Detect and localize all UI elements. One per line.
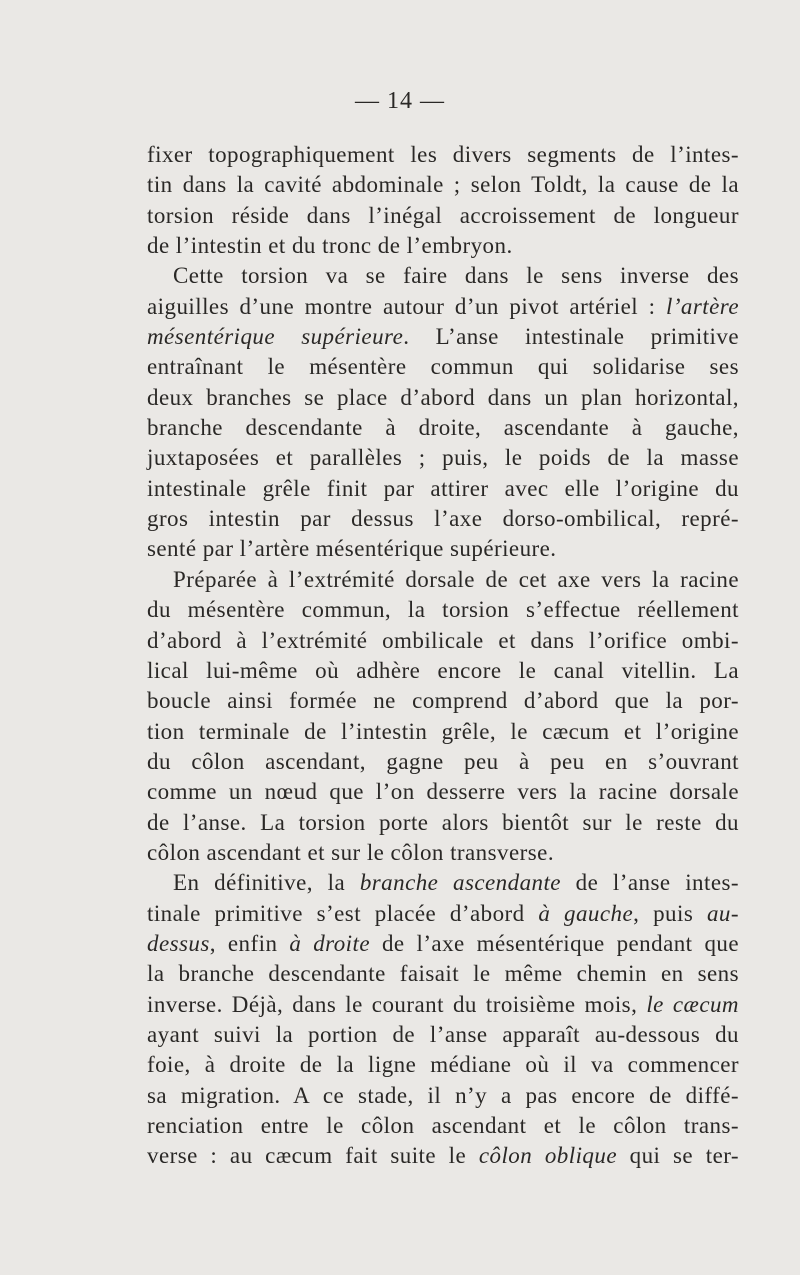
- text-line: [147, 868, 739, 898]
- text-run: du côlon ascendant, gagne peu à peu en s’ouvrant: [147, 748, 739, 774]
- text-run: En définitive, la: [173, 870, 360, 896]
- text-run: . L’anse intestinale primitive: [403, 324, 739, 350]
- text-line: [147, 656, 739, 686]
- text-run: qui se ter-: [616, 1143, 739, 1169]
- text-line: [147, 261, 739, 291]
- text-run: verse : au cæcum fait suite le: [147, 1143, 479, 1169]
- text-line: [147, 383, 739, 413]
- body-text: [147, 140, 739, 1172]
- text-line: [147, 170, 739, 200]
- text-run: fixer topographiquement les divers segments de l’intes-: [147, 142, 739, 167]
- text-run: de l’intestin et du tronc de l’embryon.: [147, 233, 513, 259]
- text-line: [147, 686, 739, 716]
- text-run: inverse. Déjà, dans le courant du troisième mois,: [147, 991, 647, 1017]
- text-line: [147, 140, 739, 170]
- text-line: [147, 1081, 739, 1111]
- text-run: comme un nœud que l’on desserre vers la racine dorsale: [147, 779, 739, 805]
- text-run: tinale primitive s’est placée d’abord: [147, 900, 539, 926]
- text-run: sa migration. A ce stade, il n’y a pas encore de diffé-: [147, 1082, 739, 1108]
- text-run: lical lui-même où adhère encore le canal vitellin. La: [147, 657, 739, 683]
- text-run: aiguilles d’une montre autour d’un pivot artériel :: [147, 293, 666, 319]
- text-run: de l’axe mésentérique pendant que: [370, 930, 740, 956]
- text-line: [147, 534, 739, 564]
- text-line: [147, 474, 739, 504]
- text-line: [147, 322, 739, 352]
- italic-phrase: branche ascendante: [359, 870, 561, 896]
- text-run: d’abord à l’extrémité ombilicale et dans l’orifice ombi-: [147, 627, 739, 653]
- text-run: entraînant le mésentère commun qui solidarise ses: [147, 354, 739, 380]
- text-run: de l’anse intes-: [560, 870, 740, 896]
- text-line: [147, 413, 739, 443]
- text-run: intestinale grêle finit par attirer avec elle l’origine du: [147, 475, 739, 501]
- text-run: la branche descendante faisait le même chemin en sens: [147, 961, 739, 987]
- text-run: torsion réside dans l’inégal accroissement de longueur: [147, 202, 739, 228]
- text-run: ayant suivi la portion de l’anse apparaît au-dessous du: [147, 1021, 739, 1047]
- italic-phrase: l’artère: [665, 293, 739, 319]
- text-line: [147, 1050, 739, 1080]
- italic-phrase: côlon oblique: [478, 1143, 617, 1169]
- text-line: [147, 231, 739, 261]
- text-line: [147, 1020, 739, 1050]
- text-run: gros intestin par dessus l’axe dorso-ombilical, repré-: [147, 506, 739, 532]
- italic-phrase: à droite: [289, 930, 371, 956]
- text-line: [147, 747, 739, 777]
- text-run: renciation entre le côlon ascendant et le côlon trans-: [147, 1113, 739, 1138]
- text-run: Préparée à l’extrémité dorsale de cet axe vers la racine: [173, 566, 739, 592]
- text-line: [147, 504, 739, 534]
- italic-phrase: dessus: [147, 930, 210, 956]
- text-line: [147, 929, 739, 959]
- text-line: [147, 899, 739, 929]
- text-run: , puis: [633, 900, 707, 926]
- text-run: de l’anse. La torsion porte alors bientôt sur le reste du: [147, 809, 739, 835]
- text-run: tin dans la cavité abdominale ; selon Toldt, la cause de la: [147, 172, 739, 198]
- text-run: senté par l’artère mésentérique supérieure.: [147, 536, 557, 562]
- text-line: [147, 990, 739, 1020]
- text-line: [147, 565, 739, 595]
- text-line: [147, 838, 739, 868]
- text-run: juxtaposées et parallèles ; puis, le poids de la masse: [147, 445, 739, 471]
- text-line: [147, 959, 739, 989]
- text-run: tion terminale de l’intestin grêle, le cæcum et l’origine: [147, 718, 739, 744]
- italic-phrase: le cæcum: [646, 991, 739, 1017]
- text-line: [147, 777, 739, 807]
- text-run: branche descendante à droite, ascendante à gauche,: [147, 415, 739, 441]
- text-line: [147, 201, 739, 231]
- text-run: deux branches se place d’abord dans un plan horizontal,: [147, 384, 739, 410]
- text-run: du mésentère commun, la torsion s’effectue réellement: [147, 597, 739, 623]
- text-run: côlon ascendant et sur le côlon transverse.: [147, 839, 555, 865]
- text-line: [147, 595, 739, 625]
- text-line: [147, 443, 739, 473]
- text-line: [147, 626, 739, 656]
- italic-phrase: mésentérique supérieure: [147, 324, 404, 350]
- text-run: , enfin: [209, 930, 290, 956]
- text-run: Cette torsion va se faire dans le sens inverse des: [173, 263, 739, 289]
- text-line: [147, 292, 739, 322]
- text-line: [147, 808, 739, 838]
- text-run: foie, à droite de la ligne médiane où il va commencer: [147, 1052, 739, 1078]
- page-number: — 14 —: [355, 88, 445, 114]
- text-line: [147, 1141, 739, 1171]
- text-run: boucle ainsi formée ne comprend d’abord que la por-: [147, 688, 739, 714]
- italic-phrase: à gauche: [538, 900, 634, 926]
- italic-phrase: au-: [706, 900, 739, 926]
- text-line: [147, 1111, 739, 1141]
- text-line: [147, 352, 739, 382]
- text-line: [147, 717, 739, 747]
